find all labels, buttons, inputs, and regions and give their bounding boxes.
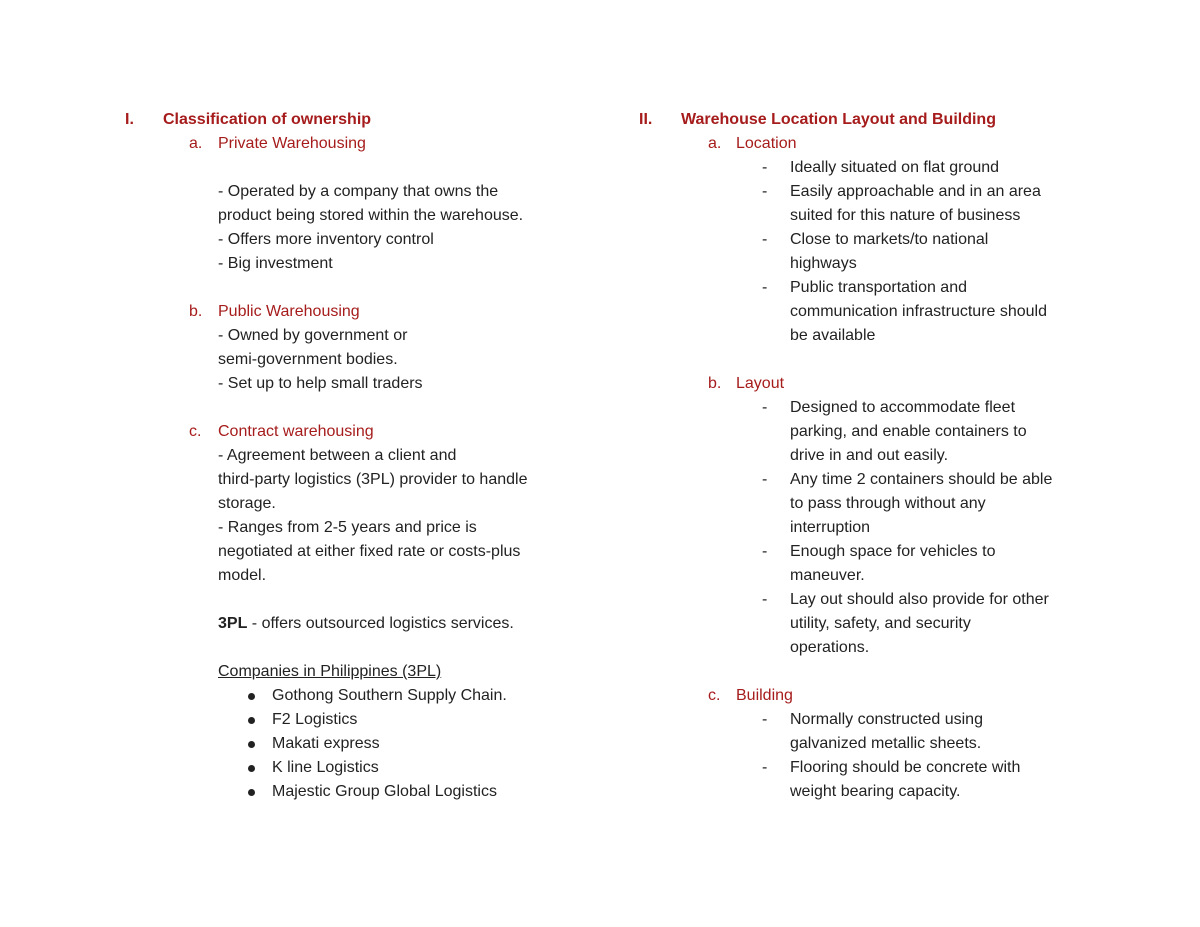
dash-marker: -	[762, 399, 768, 416]
item-text: interruption	[790, 519, 871, 536]
subsection-heading-location	[639, 132, 1099, 156]
section-title: Warehouse Location Layout and Building	[681, 111, 996, 128]
section-number: II.	[639, 111, 653, 128]
dash-marker: -	[762, 711, 768, 728]
list-item-continuation	[639, 492, 1099, 516]
list-item-continuation	[639, 420, 1099, 444]
list-item-continuation	[639, 732, 1099, 756]
spacer	[125, 588, 595, 612]
item-text: operations.	[790, 639, 870, 656]
definition-text: - offers outsourced logistics services.	[247, 615, 514, 632]
list-item-continuation	[639, 252, 1099, 276]
list-item	[125, 708, 595, 732]
item-text: Easily approachable and in an area	[790, 183, 1041, 200]
text-line: - Agreement between a client and	[218, 447, 457, 464]
list-item	[639, 708, 1099, 732]
dash-marker: -	[762, 543, 768, 560]
subsection-letter: a.	[708, 135, 722, 152]
list-item	[125, 756, 595, 780]
subsection-letter: b.	[189, 303, 203, 320]
list-item	[639, 156, 1099, 180]
section-warehouse-location-layout-building	[639, 108, 1099, 804]
text-line: - Set up to help small traders	[218, 375, 423, 392]
text-line: - Owned by government or	[218, 327, 408, 344]
item-text: Ideally situated on flat ground	[790, 159, 1000, 176]
text-line: product being stored within the warehouse.	[218, 207, 524, 224]
list-item-continuation	[639, 636, 1099, 660]
item-text: Any time 2 containers should be able	[790, 471, 1053, 488]
text-line: - Ranges from 2-5 years and price is	[218, 519, 477, 536]
text-line: semi-government bodies.	[218, 351, 398, 368]
subsection-heading-private	[125, 132, 595, 156]
subsection-heading-public	[125, 300, 595, 324]
dash-marker: -	[762, 231, 768, 248]
dash-marker: -	[762, 471, 768, 488]
dash-marker: -	[762, 759, 768, 776]
list-item	[639, 756, 1099, 780]
list-item-continuation	[639, 204, 1099, 228]
text-line: negotiated at either fixed rate or costs-plus	[218, 543, 521, 560]
text-line: model.	[218, 567, 267, 584]
definition-3pl	[125, 612, 595, 636]
list-item	[639, 276, 1099, 300]
section-classification-of-ownership	[125, 108, 595, 804]
subsection-letter: c.	[708, 687, 721, 704]
subsection-title: Public Warehousing	[218, 303, 360, 320]
list-item-continuation	[639, 564, 1099, 588]
text-line: third-party logistics (3PL) provider to handle	[218, 471, 528, 488]
spacer	[639, 660, 1099, 684]
dash-marker: -	[762, 159, 768, 176]
company-name: F2 Logistics	[272, 711, 358, 728]
dash-marker: -	[762, 183, 768, 200]
item-text: galvanized metallic sheets.	[790, 735, 982, 752]
spacer	[125, 396, 595, 420]
subsection-heading-layout	[639, 372, 1099, 396]
companies-heading-text: Companies in Philippines (3PL)	[218, 663, 442, 680]
dash-marker: -	[762, 591, 768, 608]
list-item	[639, 396, 1099, 420]
company-name: K line Logistics	[272, 759, 379, 776]
subsection-letter: c.	[189, 423, 202, 440]
bullet-icon	[248, 789, 255, 796]
subsection-title: Building	[736, 687, 793, 704]
text-line: - Offers more inventory control	[218, 231, 434, 248]
item-text: Enough space for vehicles to	[790, 543, 996, 560]
list-item	[639, 588, 1099, 612]
list-item	[639, 468, 1099, 492]
item-text: to pass through without any	[790, 495, 986, 512]
item-text: drive in and out easily.	[790, 447, 949, 464]
subsection-title: Layout	[736, 375, 785, 392]
subsection-title: Contract warehousing	[218, 423, 374, 440]
bullet-icon	[248, 717, 255, 724]
subsection-heading-contract	[125, 420, 595, 444]
list-item-continuation	[639, 612, 1099, 636]
item-text: Designed to accommodate fleet	[790, 399, 1016, 416]
item-text: Lay out should also provide for other	[790, 591, 1049, 608]
item-text: weight bearing capacity.	[790, 783, 961, 800]
list-item-continuation	[639, 444, 1099, 468]
list-item	[639, 180, 1099, 204]
text-line: storage.	[218, 495, 276, 512]
item-text: Close to markets/to national	[790, 231, 989, 248]
section-number: I.	[125, 111, 134, 128]
spacer	[639, 348, 1099, 372]
company-name: Majestic Group Global Logistics	[272, 783, 497, 800]
item-text: be available	[790, 327, 876, 344]
subsection-heading-building	[639, 684, 1099, 708]
item-text: suited for this nature of business	[790, 207, 1021, 224]
item-text: Normally constructed using	[790, 711, 983, 728]
subsection-title: Location	[736, 135, 797, 152]
item-text: Public transportation and	[790, 279, 967, 296]
list-item	[639, 228, 1099, 252]
item-text: Flooring should be concrete with	[790, 759, 1021, 776]
bullet-icon	[248, 741, 255, 748]
spacer	[125, 156, 595, 180]
company-name: Makati express	[272, 735, 380, 752]
item-text: communication infrastructure should	[790, 303, 1048, 320]
list-item	[125, 732, 595, 756]
section-heading	[125, 108, 595, 132]
list-item-continuation	[639, 516, 1099, 540]
section-title: Classification of ownership	[163, 111, 372, 128]
companies-heading	[125, 660, 595, 684]
bullet-icon	[248, 765, 255, 772]
item-text: highways	[790, 255, 857, 272]
spacer	[125, 276, 595, 300]
list-item	[639, 540, 1099, 564]
subsection-letter: b.	[708, 375, 722, 392]
text-line: - Operated by a company that owns the	[218, 183, 499, 200]
company-name: Gothong Southern Supply Chain.	[272, 687, 507, 704]
list-item-continuation	[639, 780, 1099, 804]
list-item	[125, 780, 595, 804]
spacer	[125, 636, 595, 660]
list-item-continuation	[639, 324, 1099, 348]
item-text: parking, and enable containers to	[790, 423, 1027, 440]
item-text: utility, safety, and security	[790, 615, 971, 632]
section-heading	[639, 108, 1099, 132]
subsection-title: Private Warehousing	[218, 135, 366, 152]
list-item-continuation	[639, 300, 1099, 324]
definition-term: 3PL	[218, 615, 248, 632]
text-line: - Big investment	[218, 255, 333, 272]
subsection-letter: a.	[189, 135, 203, 152]
list-item	[125, 684, 595, 708]
item-text: maneuver.	[790, 567, 865, 584]
bullet-icon	[248, 693, 255, 700]
dash-marker: -	[762, 279, 768, 296]
